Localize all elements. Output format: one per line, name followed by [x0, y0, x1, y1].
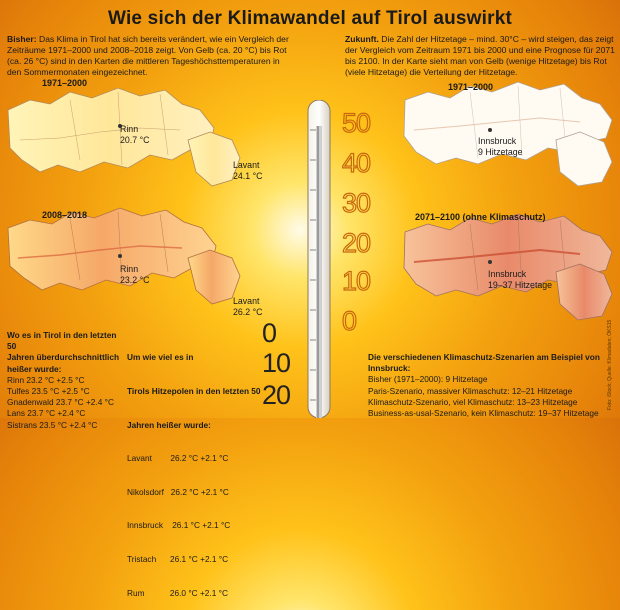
scale-number: 40 [342, 148, 371, 178]
scale-number: 30 [342, 188, 371, 218]
right-intro-text: Die Zahl der Hitzetage – mind. 30°C – wird steigen, das zeigt der Vergleich vom Zeitraum 1971 bis 2000 und eine Prognose für 2071 bis 2100. In der Karte sieht man von Gelb (wenige Hitzetage) bis Rot (viele Hitzetage) die Verteilung der Hitzetage. [345, 34, 615, 77]
list-item: Klimaschutz-Szenario, viel Klimaschutz: 13–23 Hitzetage [368, 396, 578, 407]
map-period-label: 2008–2018 [42, 210, 88, 220]
rinn-marker-bottom [118, 254, 122, 258]
hot-places-heading-line: Jahren überdurchschnittlich [7, 352, 120, 363]
map-east-city-label: Lavant [233, 296, 260, 306]
innsbruck-marker-top [488, 128, 492, 132]
map-period-label: 2071–2100 (ohne Klimaschutz) [415, 212, 546, 222]
hot-places-box [7, 330, 125, 431]
list-item: Business-as-usal-Szenario, kein Klimaschutz: 19–37 Hitzetage [368, 408, 599, 419]
hotspots-box [127, 330, 267, 610]
hotspots-heading-line: Jahren heißer wurde: [127, 419, 211, 430]
map-osttirol-1971-heatdays [556, 132, 612, 186]
scale-number: 10 [342, 266, 371, 296]
map-tirol-1971-temp [8, 88, 214, 172]
list-item: Innsbruck 26.1 °C +2.1 °C [127, 520, 231, 531]
map-city-label: Innsbruck [488, 269, 527, 279]
scale-number: 0 [342, 306, 357, 336]
map-tirol-2008-temp [8, 208, 216, 290]
map-east-city-value: 24.1 °C [233, 171, 263, 181]
left-intro-text: Das Klima in Tirol hat sich bereits verändert, wie ein Vergleich der Zeiträume 1971–2000 und 2008–2018 zeigt. Von Gelb (ca. 20 °C) bis Rot (ca. 26 °C) sind in den Karten die mittleren Tageshöchsttemperaturen in den Sommermonaten eingezeichnet. [7, 34, 289, 77]
right-intro-lead: Zukunft. [345, 34, 379, 44]
map-city-value: 9 Hitzetage [478, 147, 523, 157]
hotspots-heading-line: Um wie viel es in [127, 352, 194, 363]
map-period-label: 1971–2000 [448, 82, 494, 92]
map-city-label: Rinn [120, 264, 139, 274]
scale-number: 50 [342, 108, 371, 138]
list-item: Tulfes 23.5 °C +2.5 °C [7, 386, 90, 397]
hot-places-heading-line: Wo es in Tirol in den letzten 50 [7, 330, 117, 352]
list-item: Lans 23.7 °C +2.4 °C [7, 408, 86, 419]
left-intro-lead: Bisher: [7, 34, 37, 44]
list-item: Bisher (1971–2000): 9 Hitzetage [368, 374, 488, 385]
map-city-label: Rinn [120, 124, 139, 134]
thermometer [300, 100, 340, 418]
map-east-city-label: Lavant [233, 160, 260, 170]
list-item: Nikolsdorf 26.2 °C +2.1 °C [127, 486, 229, 497]
scale-number: 20 [262, 380, 291, 410]
map-osttirol-2071-heatdays [556, 264, 612, 320]
scale-number: 0 [262, 318, 277, 348]
hot-places-heading-line: heißer wurde: [7, 363, 62, 374]
page-title: Wie sich der Klimawandel auf Tirol auswirkt [107, 8, 513, 29]
scenarios-box [368, 352, 608, 419]
map-city-label: Innsbruck [478, 136, 517, 146]
photo-credit: Foto: iStock; Quelle: Klimadaten; ÖKS15 [607, 319, 613, 410]
thermometer-graphic [300, 100, 340, 418]
list-item: Sistrans 23.5 °C +2.4 °C [7, 419, 98, 430]
hotspots-heading-line: Tirols Hitzepolen in den letzten 50 [127, 386, 261, 397]
list-item: Paris-Szenario, massiver Klimaschutz: 12–21 Hitzetage [368, 385, 573, 396]
list-item: Gnadenwald 23.7 °C +2.4 °C [7, 397, 114, 408]
map-city-value: 20.7 °C [120, 135, 150, 145]
map-east-city-value: 26.2 °C [233, 307, 263, 317]
list-item: Lavant 26.2 °C +2.1 °C [127, 453, 229, 464]
map-city-value: 19–37 Hitzetage [488, 280, 553, 290]
list-item: Rinn 23.2 °C +2.5 °C [7, 374, 85, 385]
list-item: Rum 26.0 °C +2.1 °C [127, 587, 228, 598]
list-item: Tristach 26.1 °C +2.1 °C [127, 554, 229, 565]
scenarios-heading: Die verschiedenen Klimaschutz-Szenarien am Beispiel von Innsbruck: [368, 352, 600, 374]
scale-number: 10 [262, 348, 291, 378]
map-period-label: 1971–2000 [42, 78, 88, 88]
innsbruck-marker-bottom [488, 260, 492, 264]
scale-number: 20 [342, 228, 371, 258]
map-city-value: 23.2 °C [120, 275, 150, 285]
